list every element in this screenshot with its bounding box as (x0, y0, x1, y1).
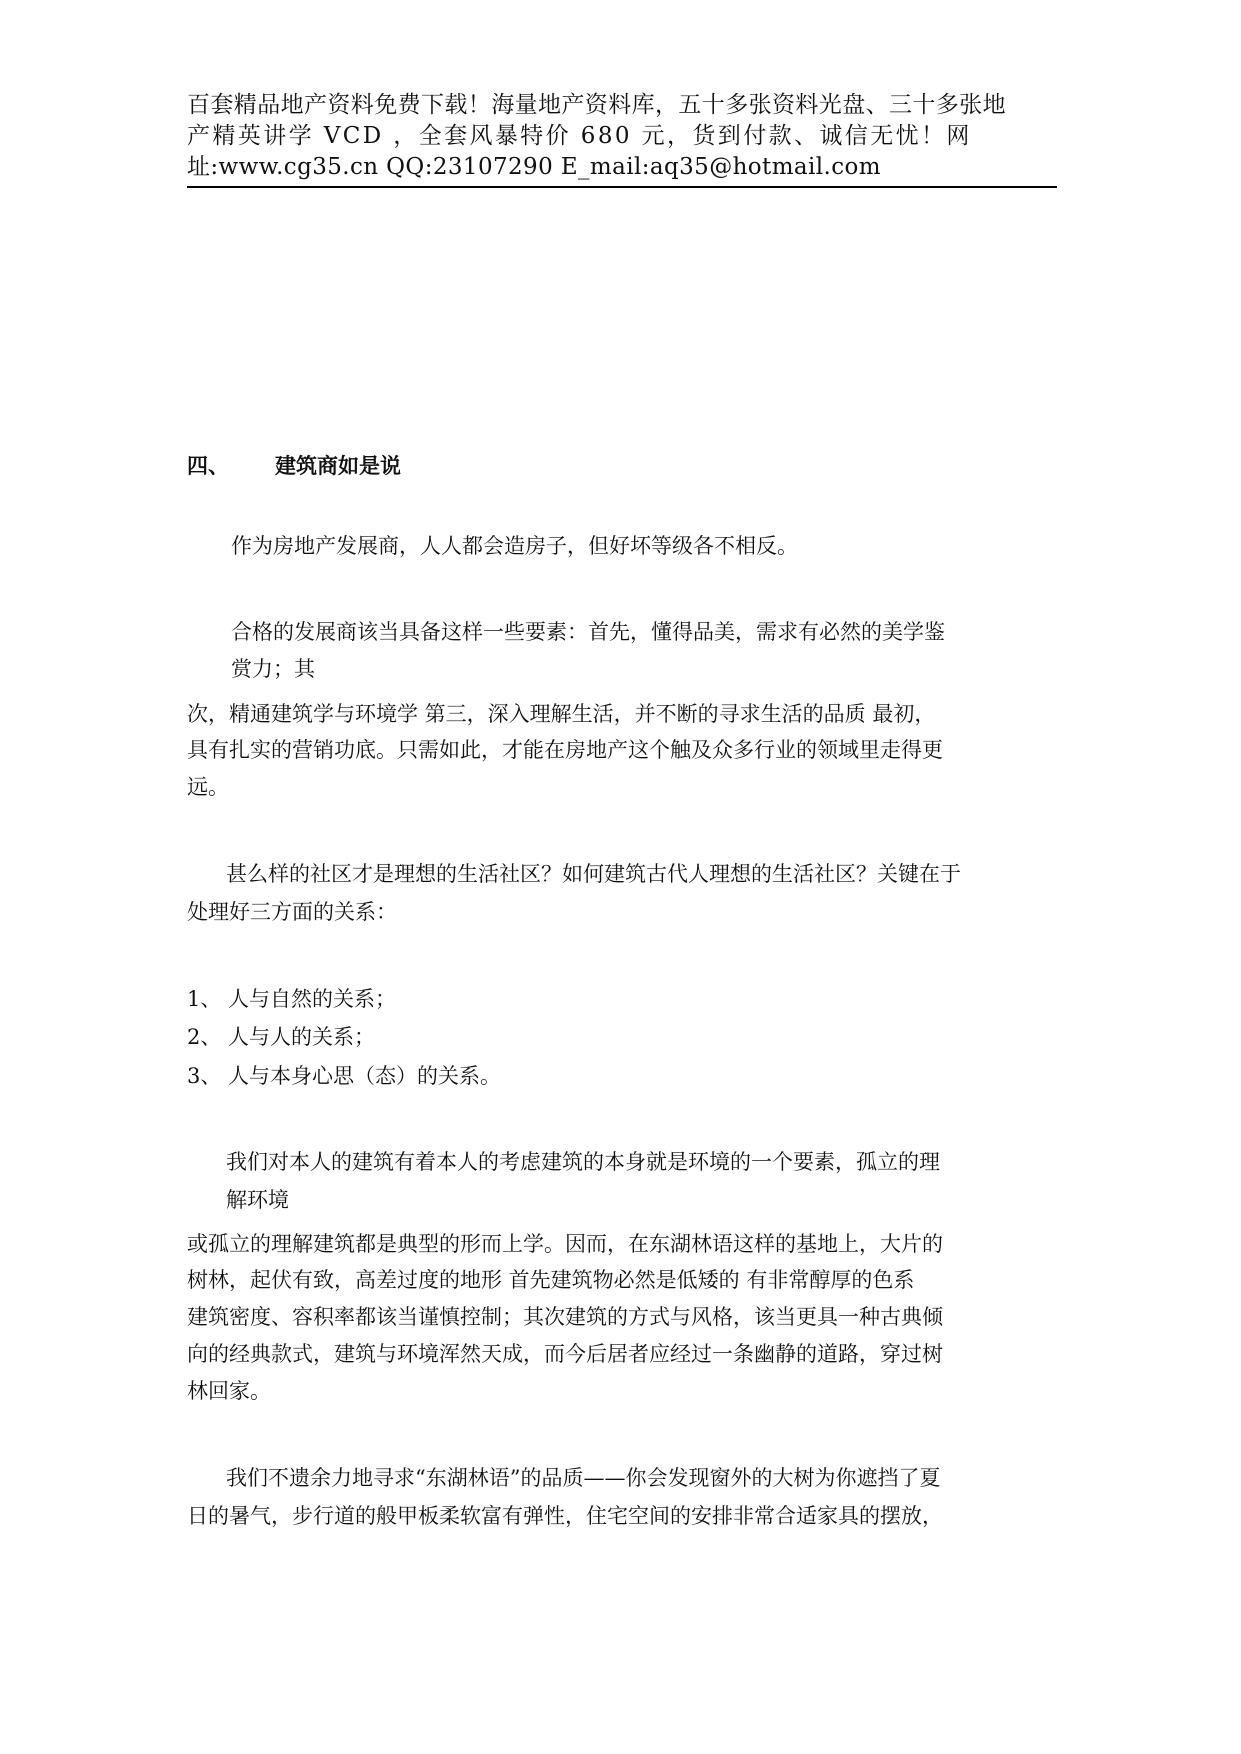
paragraph-4-line-6: 向的经典款式，建筑与环境浑然天成，而今后居者应经过一条幽静的道路，穿过树 (187, 1342, 943, 1366)
paragraph-3-line-2: 处理好三方面的关系： (187, 900, 397, 924)
paragraph-2-line-4: 具有扎实的营销功底。只需如此，才能在房地产这个触及众多行业的领域里走得更 (187, 738, 943, 762)
paragraph-1: 作为房地产发展商，人人都会造房子，但好坏等级各不相反。 (231, 534, 798, 558)
paragraph-2-line-1: 合格的发展商该当具备这样一些要素：首先，懂得品美，需求有必然的美学鉴 (231, 620, 945, 644)
header-line-1: 百套精品地产资料免费下载！海量地产资料库，五十多张资料光盘、三十多张地 (187, 92, 1006, 118)
paragraph-5-line-1: 我们不遗余力地寻求“东湖林语”的品质——你会发现窗外的大树为你遮挡了夏 (226, 1466, 941, 1490)
paragraph-4-line-3: 或孤立的理解建筑都是典型的形而上学。因而，在东湖林语这样的基地上，大片的 (187, 1232, 943, 1256)
section-title: 建筑商如是说 (275, 454, 401, 478)
paragraph-2-line-5: 远。 (187, 775, 229, 799)
section-number: 四、 (187, 454, 229, 478)
paragraph-5-line-2: 日的暑气，步行道的般甲板柔软富有弹性，住宅空间的安排非常合适家具的摆放， (187, 1504, 943, 1528)
paragraph-4-line-1: 我们对本人的建筑有着本人的考虑建筑的本身就是环境的一个要素，孤立的理 (226, 1150, 940, 1174)
paragraph-4-line-5: 建筑密度、容积率都该当谨慎控制；其次建筑的方式与风格，该当更具一种古典倾 (187, 1305, 943, 1329)
list-item: 3、 人与本身心思（态）的关系。 (187, 1064, 502, 1088)
list-item: 1、 人与自然的关系； (187, 987, 397, 1011)
paragraph-4-line-7: 林回家。 (187, 1379, 271, 1403)
header-line-3: 址:www.cg35.cn QQ:23107290 E_mail:aq35@hotmail.com (187, 154, 881, 180)
section-heading (187, 450, 401, 480)
advertisement-header (187, 90, 1057, 183)
header-divider (187, 186, 1057, 188)
paragraph-4-line-2: 解环境 (226, 1188, 289, 1212)
paragraph-2-line-3: 次，精通建筑学与环境学 第三，深入理解生活，并不断的寻求生活的品质 最初， (187, 702, 936, 726)
paragraph-3-line-1: 甚么样的社区才是理想的生活社区？如何建筑古代人理想的生活社区？关键在于 (226, 862, 961, 886)
list-item: 2、 人与人的关系； (187, 1025, 376, 1049)
paragraph-2-line-2: 赏力；其 (231, 657, 315, 681)
paragraph-4-line-4: 树林，起伏有致，高差过度的地形 首先建筑物必然是低矮的 有非常醇厚的色系 (187, 1268, 915, 1292)
header-line-2: 产精英讲学 VCD ，全套风暴特价 680 元，货到付款、诚信无忧！网 (187, 123, 972, 149)
